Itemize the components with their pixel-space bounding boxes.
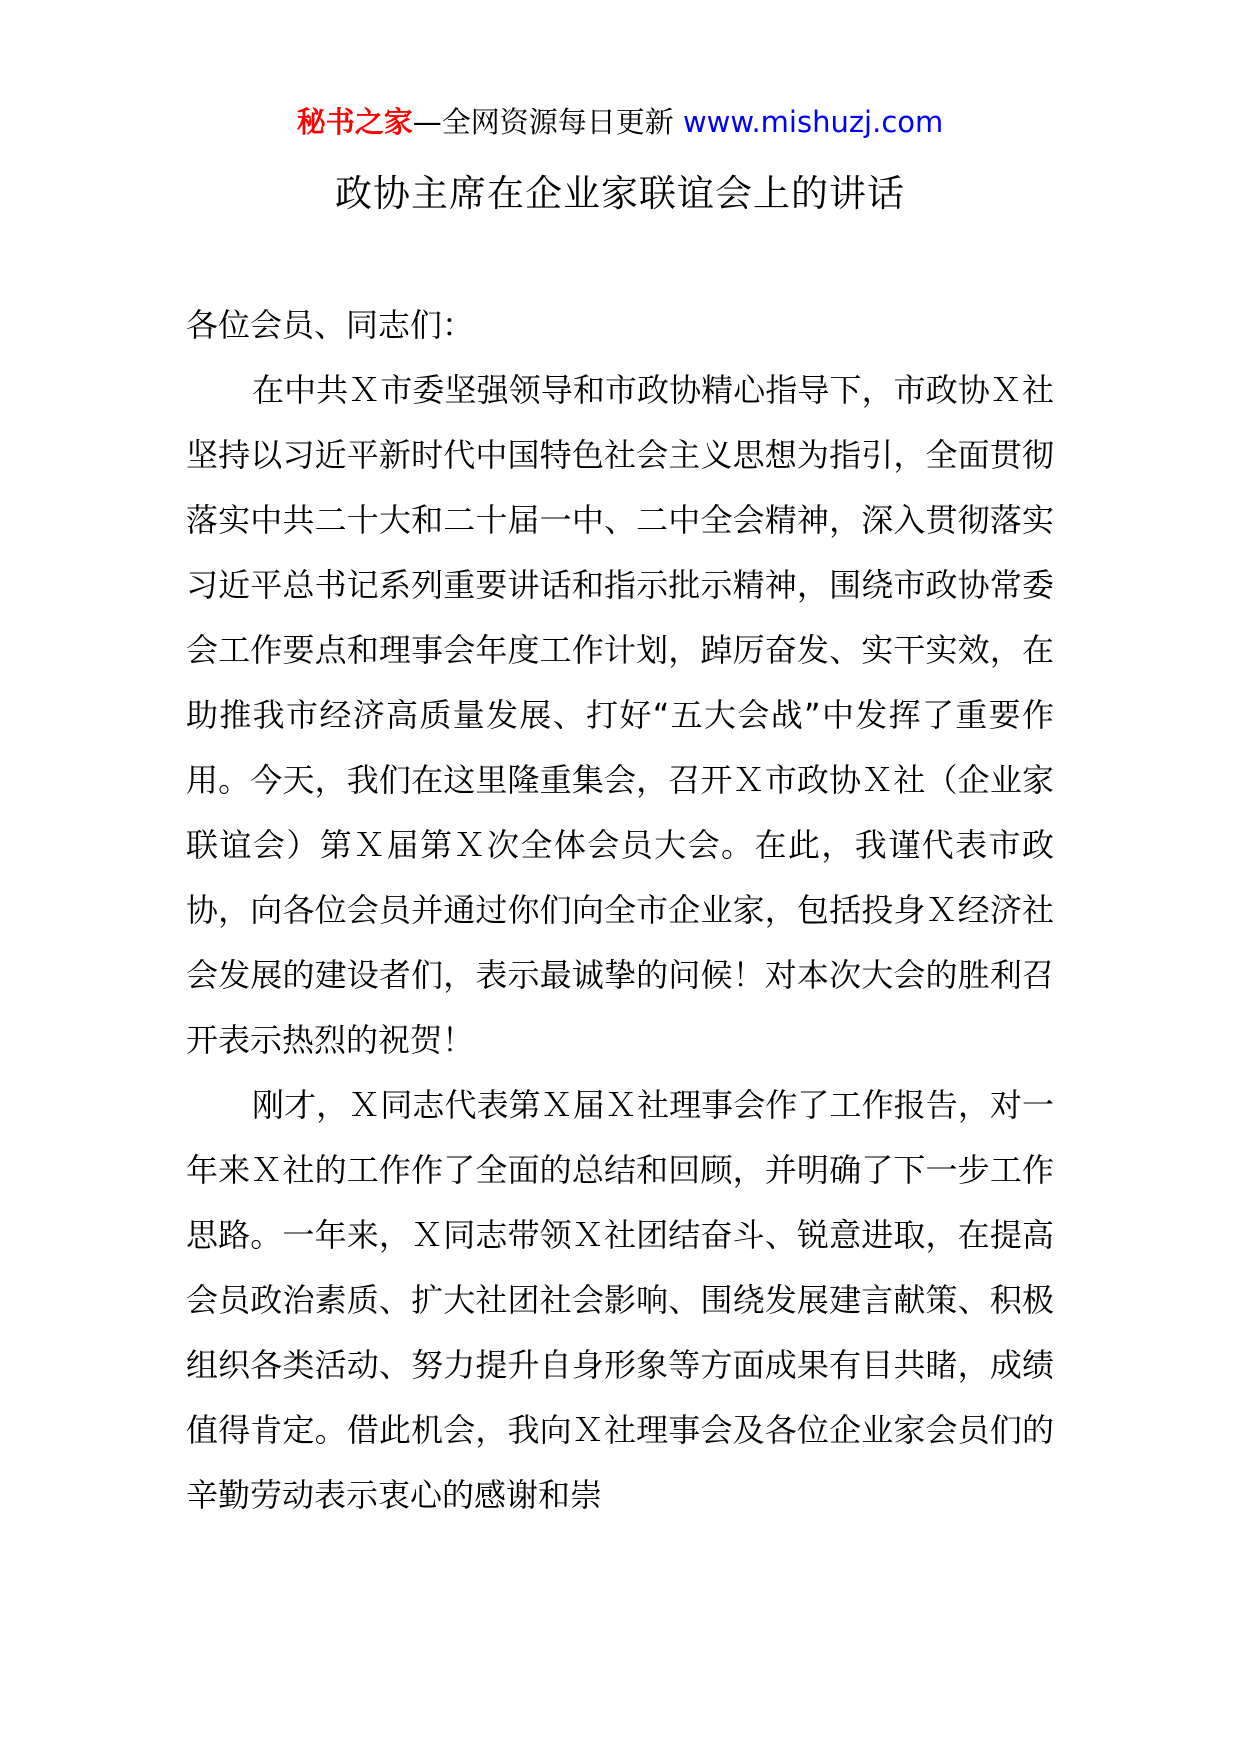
document-title: 政协主席在企业家联谊会上的讲话	[335, 172, 905, 215]
site-header	[0, 100, 1240, 144]
brand-name: 秘书之家	[296, 105, 413, 139]
site-url-link[interactable]: www.mishuzj.com	[682, 105, 944, 139]
body-paragraph: 刚才，Ｘ同志代表第Ｘ届Ｘ社理事会作了工作报告，对一年来Ｘ社的工作作了全面的总结和回顾，并明确了下一步工作思路。一年来，Ｘ同志带领Ｘ社团结奋斗、锐意进取，在提高会员政治素质、扩大社团社会影响、围绕发展建言献策、积极组织各类活动、努力提升自身形象等方面成果有目共睹，成绩值得肯定。借此机会，我向Ｘ社理事会及各位企业家会员们的辛勤劳动表示衷心的感谢和崇	[186, 1086, 1054, 1514]
site-tagline: —全网资源每日更新	[412, 105, 683, 139]
body-paragraph: 在中共Ｘ市委坚强领导和市政协精心指导下，市政协Ｘ社坚持以习近平新时代中国特色社会主义思想为指引，全面贯彻落实中共二十大和二十届一中、二中全会精神，深入贯彻落实习近平总书记系列重要讲话和指示批示精神，围绕市政协常委会工作要点和理事会年度工作计划，踔厉奋发、实干实效，在助推我市经济高质量发展、打好“五大会战”中发挥了重要作用。今天，我们在这里隆重集会，召开Ｘ市政协Ｘ社（企业家联谊会）第Ｘ届第Ｘ次全体会员大会。在此，我谨代表市政协，向各位会员并通过你们向全市企业家，包括投身Ｘ经济社会发展的建设者们，表示最诚挚的问候！对本次大会的胜利召开表示热烈的祝贺！	[186, 371, 1054, 1059]
document-body	[186, 293, 1054, 1528]
salutation: 各位会员、同志们：	[186, 306, 475, 344]
